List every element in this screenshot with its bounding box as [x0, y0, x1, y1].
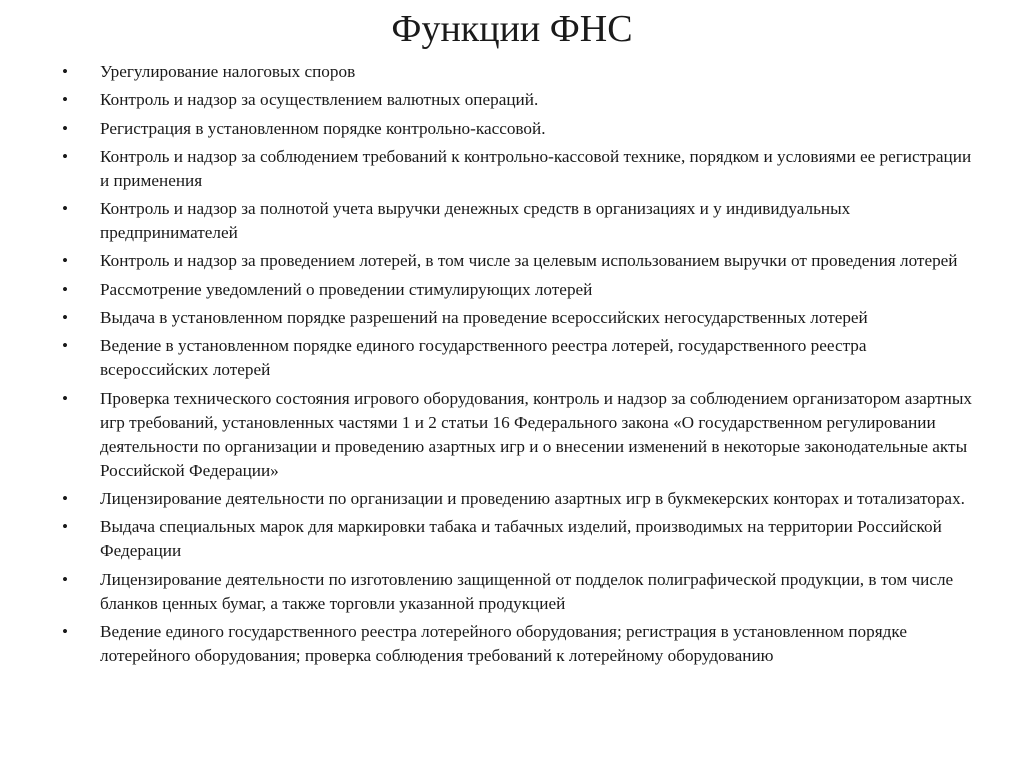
- list-item: [62, 306, 972, 330]
- bullet-icon: •: [62, 621, 69, 641]
- list-item-text: Ведение в установленном порядке единого государственного реестра лотерей, государственного реестра всероссийских лотерей: [100, 336, 867, 380]
- bullet-icon: •: [62, 488, 69, 508]
- list-item: [62, 515, 972, 563]
- bullet-icon: •: [62, 62, 69, 81]
- list-item-text: Контроль и надзор за полнотой учета выручки денежных средств в организациях и у индивидуальных предпринимателей: [100, 199, 851, 243]
- list-item: [62, 568, 972, 616]
- bullet-icon: •: [62, 146, 69, 166]
- bullet-icon: •: [62, 251, 69, 271]
- list-item-text: Выдача в установленном порядке разрешений на проведение всероссийских негосударственных лотерей: [100, 308, 868, 328]
- list-item: [62, 60, 972, 84]
- list-item-text: Контроль и надзор за проведением лотерей, в том числе за целевым использованием выручки от проведения лотерей: [100, 251, 958, 271]
- list-item: [62, 249, 972, 273]
- list-item-text: Лицензирование деятельности по организации и проведению азартных игр в букмекерских конторах и тотализаторах.: [100, 488, 965, 508]
- list-item: [62, 387, 972, 483]
- list-item: [62, 278, 972, 302]
- list-item: [62, 487, 972, 511]
- list-item-text: Контроль и надзор за соблюдением требований к контрольно-кассовой технике, порядком и условиями ее регистрации и применения: [100, 146, 972, 190]
- list-item: [62, 88, 972, 112]
- list-item-text: Проверка технического состояния игрового оборудования, контроль и надзор за соблюдением организатором азартных игр требований, установленных частями 1 и 2 статьи 16 Федерального закона «О государственном регулировании деятельности по организации и проведению азартных игр и о внесении изменений в некоторые законодательные акты Российской Федерации»: [100, 388, 972, 480]
- list-item-text: Контроль и надзор за осуществлением валютных операций.: [100, 90, 539, 110]
- list-item-text: Ведение единого государственного реестра лотерейного оборудования; регистрация в установленном порядке лотерейного оборудования; проверка соблюдения требований к лотерейному оборудованию: [100, 621, 907, 665]
- list-item-text: Выдача специальных марок для маркировки табака и табачных изделий, производимых на территории Российской Федерации: [100, 517, 942, 561]
- list-item-text: Урегулирование налоговых споров: [100, 62, 356, 81]
- bullet-icon: •: [62, 336, 69, 356]
- list-item: [62, 334, 972, 382]
- bullet-icon: •: [62, 388, 69, 408]
- slide-title: Функции ФНС: [391, 8, 633, 50]
- list-item-text: Регистрация в установленном порядке контрольно-кассовой.: [100, 118, 546, 138]
- list-item: [62, 197, 972, 245]
- functions-list: [62, 60, 972, 672]
- bullet-icon: •: [62, 118, 69, 138]
- list-item: [62, 117, 972, 141]
- bullet-icon: •: [62, 569, 69, 589]
- list-item: [62, 145, 972, 193]
- bullet-icon: •: [62, 308, 69, 328]
- list-item: [62, 620, 972, 668]
- bullet-icon: •: [62, 90, 69, 110]
- list-item-text: Лицензирование деятельности по изготовлению защищенной от подделок полиграфической продукции, в том числе бланков ценных бумаг, а также торговли указанной продукцией: [100, 569, 954, 613]
- list-item-text: Рассмотрение уведомлений о проведении стимулирующих лотерей: [100, 279, 593, 299]
- bullet-icon: •: [62, 199, 69, 219]
- bullet-icon: •: [62, 517, 69, 537]
- bullet-icon: •: [62, 279, 69, 299]
